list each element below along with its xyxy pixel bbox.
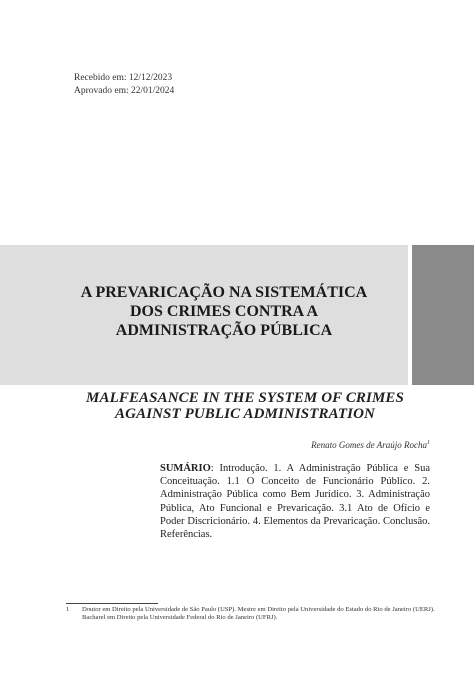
title-line-1: A PREVARICAÇÃO NA SISTEMÁTICA	[80, 284, 368, 301]
footnote-number: 1	[66, 606, 70, 613]
footnote-text: Doutor em Direito pela Universidade de São Paulo (USP). Mestre em Direito pela Universidade do Estado do Rio de Janeiro (UERJ). Bacharel em Direito pela Universidade Federal do Rio de Janeiro (UFRJ).	[82, 606, 435, 622]
submission-dates	[74, 72, 174, 98]
subtitle-line-2: AGAINST PUBLIC ADMINISTRATION	[115, 406, 375, 422]
side-block	[412, 245, 474, 385]
approved-date: Aprovado em: 22/01/2024	[74, 86, 175, 96]
summary-text: : Introdução. 1. A Administração Pública e Sua Conceituação. 1.1 O Conceito de Funcionário Público. 2. Administração Pública como Bem Jurídico. 3. Administração Pública, Ato Funcional e Prevaricação. 3.1 Ato de Ofício e Poder Discricionário. 4. Elementos da Prevaricação. Conclusão. Referências.	[160, 463, 430, 541]
author-line	[311, 440, 430, 450]
subtitle-line-1: MALFEASANCE IN THE SYSTEM OF CRIMES	[86, 390, 404, 406]
title-line-3: ADMINISTRAÇÃO PÚBLICA	[115, 322, 333, 339]
summary-block	[160, 462, 430, 541]
title-line-2: DOS CRIMES CONTRA A	[129, 303, 319, 320]
author-name: Renato Gomes de Araújo Rocha	[311, 440, 427, 450]
received-date: Recebido em: 12/12/2023	[74, 73, 173, 83]
author-footnote-mark[interactable]: 1	[427, 440, 430, 446]
summary-label: SUMÁRIO	[160, 463, 211, 474]
footnote-divider	[66, 603, 158, 604]
footnote	[66, 606, 436, 623]
english-title	[60, 390, 430, 422]
article-title	[40, 283, 408, 340]
